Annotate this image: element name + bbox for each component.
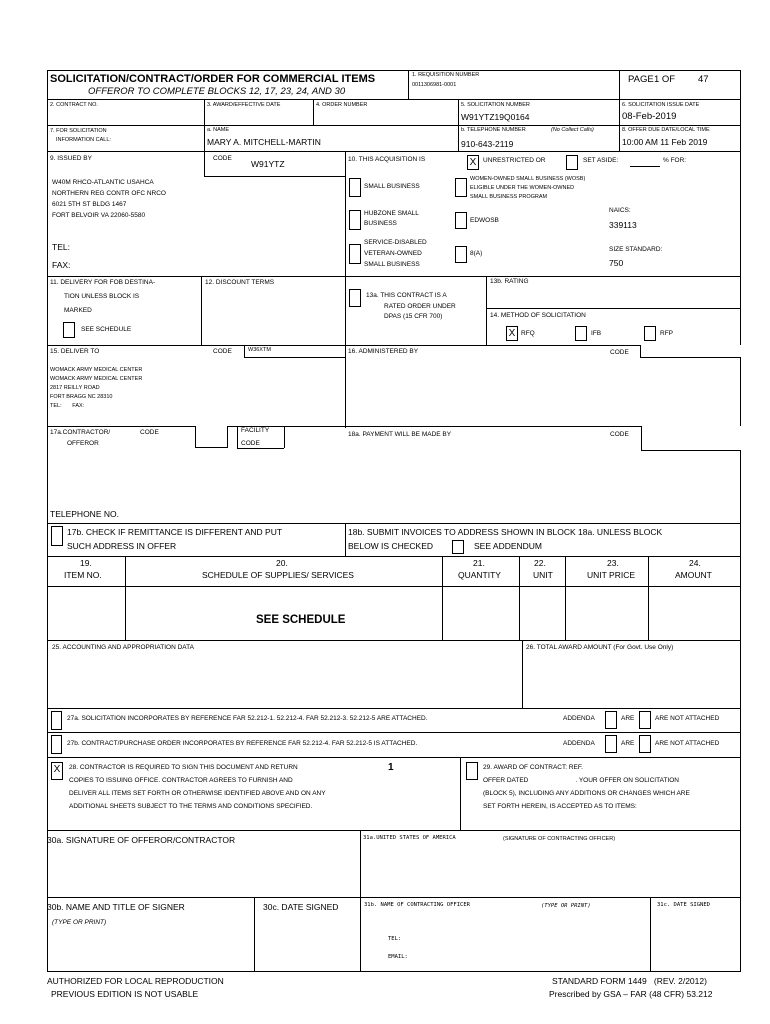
issued-by-fax: FAX: (52, 260, 71, 270)
telephone-number: 910-643-2119 (461, 139, 514, 149)
remittance-label-1: 17b. CHECK IF REMITTANCE IS DIFFERENT AND PUT (67, 527, 283, 537)
hubzone-label-1: HUBZONE SMALL (364, 210, 419, 217)
rated-order-label-2: RATED ORDER UNDER (384, 303, 456, 310)
issued-by-line-3: 6021 5TH ST BLDG 1467 (52, 201, 127, 208)
edwosb-label: EDWOSB (470, 217, 499, 224)
invoice-label-1: 18b. SUBMIT INVOICES TO ADDRESS SHOWN IN BLOCK 18a. UNLESS BLOCK (348, 527, 663, 537)
form-title: SOLICITATION/CONTRACT/ORDER FOR COMMERCIAL ITEMS (50, 73, 376, 85)
col-item-number: 19. (80, 558, 92, 568)
invoice-label-2: BELOW IS CHECKED (348, 541, 434, 551)
contracting-officer-tel: TEL: (388, 936, 402, 942)
deliver-to-line-2: WOMACK ARMY MEDICAL CENTER (50, 376, 143, 382)
edwosb-checkbox[interactable] (455, 212, 467, 229)
block-29-line-4: SET FORTH HEREIN, IS ACCEPTED AS TO ITEMS: (483, 803, 637, 810)
wosb-label-3: SMALL BUSINESS PROGRAM (470, 194, 548, 200)
payment-code-label: CODE (610, 431, 629, 438)
col-amount-label: AMOUNT (675, 570, 712, 580)
far-27a-checkbox[interactable] (51, 711, 62, 730)
block-29-line-1: 29. AWARD OF CONTRACT: REF. (483, 764, 583, 771)
block-28-copies: 1 (388, 762, 394, 773)
page-label: PAGE (628, 74, 654, 85)
issue-date: 08-Feb-2019 (622, 111, 677, 122)
col-unit-price-label: UNIT PRICE (587, 570, 636, 580)
deliver-to-code-label: CODE (213, 348, 232, 355)
issue-date-label: 6. SOLICITATION ISSUE DATE (622, 102, 700, 108)
far-27a-are-not: ARE NOT ATTACHED (655, 715, 720, 722)
issued-by-line-2: NORTHERN REG CONTR OFC NRCO (52, 190, 166, 197)
delivery-label-1: 11. DELIVERY FOR FOB DESTINA- (50, 279, 156, 286)
rated-order-label-3: DPAS (15 CFR 700) (384, 313, 443, 320)
acquisition-label: 10. THIS ACQUISITION IS (348, 156, 426, 163)
far-27a-are-not-checkbox[interactable] (639, 711, 651, 729)
no-collect-note: (No Collect Calls) (551, 127, 594, 133)
offer-due-date: 10:00 AM 11 Feb 2019 (622, 137, 708, 147)
award-date-label: 3. AWARD/EFFECTIVE DATE (207, 102, 281, 108)
issued-by-code-label: CODE (213, 155, 232, 162)
far-27a-are-checkbox[interactable] (605, 711, 617, 729)
payment-label: 18a. PAYMENT WILL BE MADE BY (348, 431, 452, 438)
unrestricted-checkbox[interactable]: X (467, 155, 479, 170)
deliver-to-tel-fax: TEL: FAX: (50, 403, 85, 409)
deliver-to-line-1: WOMACK ARMY MEDICAL CENTER (50, 367, 143, 373)
far-27a-text: 27a. SOLICITATION INCORPORATES BY REFERENCE FAR 52.212-1. 52.212-4. FAR 52.212-3. 52.212-5 ARE ATTACHED. (67, 715, 428, 722)
hubzone-label-2: BUSINESS (364, 220, 397, 227)
footer-standard-form: STANDARD FORM 1449 (REV. 2/2012) (552, 976, 707, 986)
deliver-to-code: W36XTM (248, 347, 271, 353)
col-unit-price-number: 23. (607, 558, 619, 568)
set-aside-label: SET ASIDE: (583, 157, 619, 164)
eight-a-label: 8(A) (470, 250, 483, 257)
addendum-checkbox[interactable] (452, 540, 464, 554)
col-unit-label: UNIT (533, 570, 553, 580)
see-schedule-label: SEE SCHEDULE (81, 326, 132, 333)
rfq-label: RFQ (521, 330, 535, 337)
signer-name-label: 30b. NAME AND TITLE OF SIGNER (47, 902, 185, 912)
method-label: 14. METHOD OF SOLICITATION (490, 312, 586, 319)
contractor-code-label: CODE (140, 429, 159, 436)
offer-due-label: 8. OFFER DUE DATE/LOCAL TIME (622, 127, 710, 133)
col-quantity-number: 21. (473, 558, 485, 568)
page-number: 1 OF (654, 74, 676, 85)
block-29-checkbox[interactable] (466, 762, 478, 780)
naics-label: NAICS: (609, 207, 631, 214)
issued-by-tel: TEL: (52, 242, 70, 252)
block-29-line-2: OFFER DATED . YOUR OFFER ON SOLICITATION (483, 777, 679, 784)
eight-a-checkbox[interactable] (455, 246, 467, 263)
contracting-officer-email: EMAIL: (388, 954, 408, 960)
remittance-label-2: SUCH ADDRESS IN OFFER (67, 541, 177, 551)
facility-label-1: FACILITY (241, 427, 270, 434)
addendum-label: SEE ADDENDUM (474, 541, 543, 551)
far-27b-are: ARE (621, 740, 635, 747)
far-27b-text: 27b. CONTRACT/PURCHASE ORDER INCORPORATES BY REFERENCE FAR 52.212-4. FAR 52.212-5 IS ATTACHED. (67, 740, 418, 747)
telephone-label: b. TELEPHONE NUMBER (461, 127, 526, 133)
rated-order-checkbox[interactable] (349, 289, 361, 307)
form-subtitle: OFFEROR TO COMPLETE BLOCKS 12, 17, 23, 24, AND 30 (88, 86, 346, 97)
rfp-checkbox[interactable] (644, 326, 656, 341)
discount-terms-label: 12. DISCOUNT TERMS (205, 279, 275, 286)
solicitation-number-label: 5. SOLICITATION NUMBER (461, 102, 530, 108)
block-28-checkbox[interactable]: X (51, 762, 63, 780)
ifb-checkbox[interactable] (575, 326, 587, 341)
name-label: a. NAME (207, 127, 230, 133)
administered-code-label: CODE (610, 349, 629, 356)
contracting-officer-type-print: (TYPE OR PRINT) (541, 903, 591, 909)
date-signed-30c-label: 30c. DATE SIGNED (263, 902, 339, 912)
deliver-to-line-3: 2817 REILLY ROAD (50, 385, 100, 391)
small-business-checkbox[interactable] (349, 178, 361, 197)
date-signed-31c-label: 31c. DATE SIGNED (657, 902, 710, 908)
size-standard-label: SIZE STANDARD: (609, 246, 663, 253)
see-schedule-body: SEE SCHEDULE (256, 614, 346, 626)
for-info-label: 7. FOR SOLICITATION (50, 128, 107, 134)
facility-label-2: CODE (241, 440, 260, 447)
requisition-label: 1. REQUISITION NUMBER (412, 72, 480, 78)
far-27b-are-not: ARE NOT ATTACHED (655, 740, 720, 747)
deliver-to-line-4: FORT BRAGG NC 28310 (50, 394, 113, 400)
footer-prescribed-by: Prescribed by GSA – FAR (48 CFR) 53.212 (549, 989, 713, 999)
small-business-label: SMALL BUSINESS (364, 183, 420, 190)
block-28-line-2: COPIES TO ISSUING OFFICE. CONTRACTOR AGREES TO FURNISH AND (69, 777, 293, 784)
footer-previous-edition: PREVIOUS EDITION IS NOT USABLE (51, 989, 199, 999)
remittance-checkbox[interactable] (51, 526, 63, 546)
page-total: 47 (698, 74, 709, 85)
issued-by-label: 9. ISSUED BY (50, 155, 92, 162)
hubzone-checkbox[interactable] (349, 210, 361, 230)
solicitation-number: W91YTZ19Q0164 (461, 112, 530, 122)
administered-by-label: 16. ADMINISTERED BY (348, 348, 419, 355)
sdvosb-label-3: SMALL BUSINESS (364, 261, 420, 268)
sdvosb-label-1: SERVICE-DISABLED (364, 239, 427, 246)
far-27a-are: ARE (621, 715, 635, 722)
far-27a-addenda: ADDENDA (563, 715, 595, 722)
col-unit-number: 22. (534, 558, 546, 568)
delivery-label-3: MARKED (64, 307, 92, 314)
block-28-line-4: ADDITIONAL SHEETS SUBJECT TO THE TERMS AND CONDITIONS SPECIFIED. (69, 803, 313, 810)
far-27b-are-checkbox[interactable] (605, 735, 617, 753)
contractor-telephone-label: TELEPHONE NO. (50, 509, 119, 519)
contact-name: MARY A. MITCHELL-MARTIN (207, 137, 321, 147)
col-schedule-number: 20. (276, 558, 288, 568)
for-info-label-2: INFORMATION CALL: (56, 137, 111, 143)
signature-31a-label: 31a.UNITED STATES OF AMERICA (363, 835, 456, 841)
wosb-label-1: WOMEN-OWNED SMALL BUSINESS (WOSB) (470, 176, 586, 182)
footer-reproduction: AUTHORIZED FOR LOCAL REPRODUCTION (47, 976, 224, 986)
rfq-checkbox[interactable]: X (506, 326, 518, 341)
sdvosb-label-2: VETERAN-OWNED (364, 250, 422, 257)
rfp-label: RFP (660, 330, 673, 337)
issued-by-line-1: W40M RHCO-ATLANTIC USAHCA (52, 179, 154, 186)
contractor-label-1: 17a.CONTRACTOR/ (50, 429, 111, 436)
signature-30a-label: 30a. SIGNATURE OF OFFEROR/CONTRACTOR (47, 835, 236, 845)
delivery-label-2: TION UNLESS BLOCK IS (64, 293, 140, 300)
size-standard: 750 (609, 258, 624, 268)
col-quantity-label: QUANTITY (458, 570, 501, 580)
signer-type-print: (TYPE OR PRINT) (52, 919, 107, 926)
wosb-label-2: ELIGIBLE UNDER THE WOMEN-OWNED (470, 185, 575, 191)
far-27b-are-not-checkbox[interactable] (639, 735, 651, 753)
far-27b-addenda: ADDENDA (563, 740, 595, 747)
block-29-line-3: (BLOCK 5), INCLUDING ANY ADDITIONS OR CHANGES WHICH ARE (483, 790, 690, 797)
contracting-officer-signature-label: (SIGNATURE OF CONTRACTING OFFICER) (503, 836, 616, 842)
percent-for-label: % FOR: (663, 157, 687, 164)
contractor-label-2: OFFEROR (67, 440, 99, 447)
see-schedule-checkbox[interactable] (63, 322, 75, 338)
issued-by-code: W91YTZ (251, 159, 285, 169)
ifb-label: IFB (591, 330, 602, 337)
rated-order-label-1: 13a. THIS CONTRACT IS A (366, 292, 447, 299)
far-27b-checkbox[interactable] (51, 735, 62, 754)
requisition-number: 0011306981-0001 (412, 82, 457, 88)
issued-by-line-4: FORT BELVOIR VA 22060-5580 (52, 212, 146, 219)
set-aside-percent-line (630, 166, 660, 167)
block-28-line-3: DELIVER ALL ITEMS SET FORTH OR OTHERWISE IDENTIFIED ABOVE AND ON ANY (69, 790, 326, 797)
order-number-label: 4. ORDER NUMBER (316, 102, 368, 108)
wosb-checkbox[interactable] (455, 178, 467, 197)
unrestricted-label: UNRESTRICTED OR (483, 157, 546, 164)
naics-code: 339113 (609, 220, 637, 230)
contracting-officer-name-label: 31b. NAME OF CONTRACTING OFFICER (364, 902, 470, 908)
col-amount-number: 24. (689, 558, 701, 568)
total-award-label: 26. TOTAL AWARD AMOUNT (For Govt. Use Only) (526, 644, 674, 651)
col-schedule-label: SCHEDULE OF SUPPLIES/ SERVICES (202, 570, 354, 580)
deliver-to-label: 15. DELIVER TO (50, 348, 100, 355)
set-aside-checkbox[interactable] (566, 155, 578, 170)
accounting-label: 25. ACCOUNTING AND APPROPRIATION DATA (52, 644, 194, 651)
sdvosb-checkbox[interactable] (349, 244, 361, 264)
block-28-line-1: 28. CONTRACTOR IS REQUIRED TO SIGN THIS DOCUMENT AND RETURN (69, 764, 298, 771)
contract-no-label: 2. CONTRACT NO. (50, 102, 98, 108)
rating-label: 13b. RATING (490, 278, 529, 285)
col-item-label: ITEM NO. (64, 570, 102, 580)
